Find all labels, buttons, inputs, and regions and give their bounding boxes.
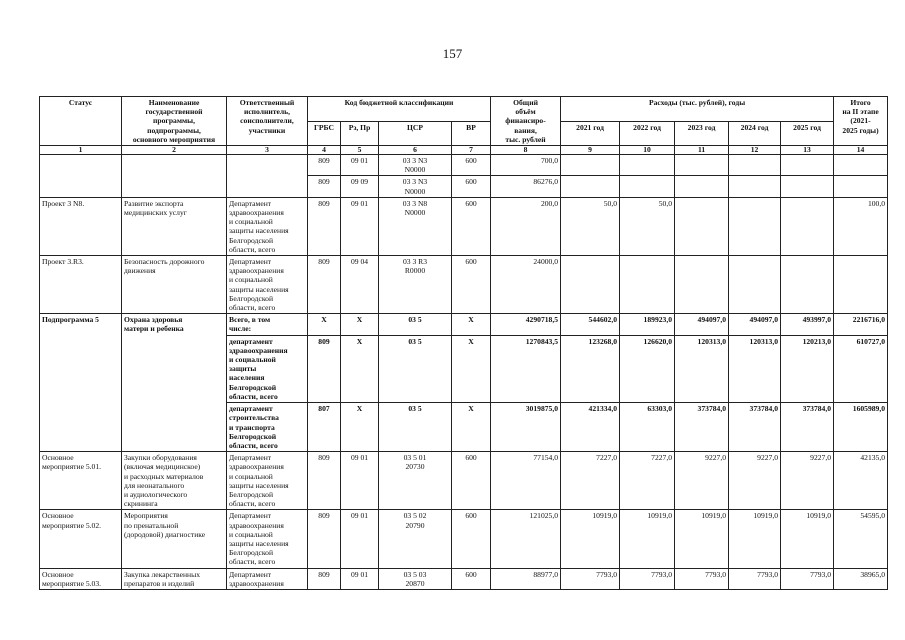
header-grbs: ГРБС bbox=[308, 121, 341, 146]
header-total: Общий объём финансиро- вания, тыс. рублей bbox=[491, 97, 561, 146]
cell-2022 bbox=[620, 176, 675, 197]
column-number: 6 bbox=[379, 146, 452, 155]
cell-rzpr: 09 01 bbox=[341, 452, 379, 510]
table-row bbox=[40, 510, 888, 568]
cell-responsible: Всего, в том числе: bbox=[227, 314, 308, 335]
cell-2022: 7227,0 bbox=[620, 452, 675, 510]
cell-2021: 10919,0 bbox=[561, 510, 620, 568]
cell-vr: 600 bbox=[452, 256, 491, 314]
column-number: 1 bbox=[40, 146, 122, 155]
header-budget-code-group: Код бюджетной классификации bbox=[308, 97, 491, 122]
cell-2023: 494097,0 bbox=[675, 314, 729, 335]
cell-grbs: 809 bbox=[308, 256, 341, 314]
header-2023: 2023 год bbox=[675, 121, 729, 146]
cell-rzpr: 09 04 bbox=[341, 256, 379, 314]
cell-status: Основное мероприятие 5.01. bbox=[40, 452, 122, 510]
cell-grbs: 809 bbox=[308, 510, 341, 568]
cell-total: 1270843,5 bbox=[491, 335, 561, 402]
column-number: 2 bbox=[122, 146, 227, 155]
header-2024: 2024 год bbox=[729, 121, 781, 146]
cell-csr: 03 3 R3 R0000 bbox=[379, 256, 452, 314]
cell-responsible: Департамент здравоохранения и социальной защиты населения Белгородской области, всего bbox=[227, 197, 308, 255]
table-row bbox=[40, 314, 888, 335]
cell-2025: 7793,0 bbox=[781, 568, 834, 589]
cell-2021 bbox=[561, 256, 620, 314]
column-number: 8 bbox=[491, 146, 561, 155]
cell-grbs: 809 bbox=[308, 568, 341, 589]
cell-2024: 373784,0 bbox=[729, 403, 781, 452]
cell-2025 bbox=[781, 256, 834, 314]
cell-rzpr: Х bbox=[341, 314, 379, 335]
cell-2025: 373784,0 bbox=[781, 403, 834, 452]
cell-2022 bbox=[620, 155, 675, 176]
cell-2024: 494097,0 bbox=[729, 314, 781, 335]
cell-rzpr: 09 01 bbox=[341, 510, 379, 568]
cell-2024: 10919,0 bbox=[729, 510, 781, 568]
cell-rzpr: 09 01 bbox=[341, 155, 379, 176]
cell-responsible: департамент строительства и транспорта Белгородской области, всего bbox=[227, 403, 308, 452]
cell-responsible bbox=[227, 155, 308, 198]
cell-2022: 50,0 bbox=[620, 197, 675, 255]
cell-total: 200,0 bbox=[491, 197, 561, 255]
cell-total: 24000,0 bbox=[491, 256, 561, 314]
cell-csr: 03 5 bbox=[379, 314, 452, 335]
cell-2021: 7793,0 bbox=[561, 568, 620, 589]
cell-2023: 120313,0 bbox=[675, 335, 729, 402]
cell-2022: 10919,0 bbox=[620, 510, 675, 568]
cell-rzpr: 09 09 bbox=[341, 176, 379, 197]
cell-sum: 2216716,0 bbox=[834, 314, 888, 335]
header-rzpr: Рз, Пр bbox=[341, 121, 379, 146]
header-2025: 2025 год bbox=[781, 121, 834, 146]
cell-2024 bbox=[729, 155, 781, 176]
cell-2023: 7793,0 bbox=[675, 568, 729, 589]
cell-sum: 1605989,0 bbox=[834, 403, 888, 452]
column-number: 10 bbox=[620, 146, 675, 155]
cell-grbs: 809 bbox=[308, 197, 341, 255]
cell-sum: 54595,0 bbox=[834, 510, 888, 568]
cell-vr: 600 bbox=[452, 176, 491, 197]
cell-2023: 9227,0 bbox=[675, 452, 729, 510]
cell-name bbox=[122, 155, 227, 198]
cell-grbs: 809 bbox=[308, 176, 341, 197]
cell-responsible: Департамент здравоохранения и социальной защиты населения Белгородской области, всего bbox=[227, 256, 308, 314]
cell-2023 bbox=[675, 256, 729, 314]
table-row bbox=[40, 155, 888, 176]
table-row bbox=[40, 197, 888, 255]
cell-2022: 7793,0 bbox=[620, 568, 675, 589]
cell-name: Закупки оборудования (включая медицинское) и расходных материалов для неонатального и аудиологического скрининга bbox=[122, 452, 227, 510]
header-csr: ЦСР bbox=[379, 121, 452, 146]
cell-name: Развитие экспорта медицинских услуг bbox=[122, 197, 227, 255]
cell-status: Основное мероприятие 5.02. bbox=[40, 510, 122, 568]
cell-2021: 7227,0 bbox=[561, 452, 620, 510]
column-number: 11 bbox=[675, 146, 729, 155]
header-status: Статус bbox=[40, 97, 122, 146]
cell-vr: 600 bbox=[452, 452, 491, 510]
cell-csr: 03 3 N8 N0000 bbox=[379, 197, 452, 255]
cell-2025: 10919,0 bbox=[781, 510, 834, 568]
cell-sum bbox=[834, 176, 888, 197]
cell-2023 bbox=[675, 197, 729, 255]
cell-2024: 9227,0 bbox=[729, 452, 781, 510]
cell-2021: 421334,0 bbox=[561, 403, 620, 452]
cell-grbs: 807 bbox=[308, 403, 341, 452]
cell-total: 86276,0 bbox=[491, 176, 561, 197]
cell-grbs: 809 bbox=[308, 335, 341, 402]
cell-vr: Х bbox=[452, 335, 491, 402]
header-2021: 2021 год bbox=[561, 121, 620, 146]
cell-csr: 03 5 03 20870 bbox=[379, 568, 452, 589]
cell-sum: 38965,0 bbox=[834, 568, 888, 589]
header-name: Наименование государственной программы, подпрограммы, основного мероприятия bbox=[122, 97, 227, 146]
cell-2022 bbox=[620, 256, 675, 314]
cell-grbs: 809 bbox=[308, 155, 341, 176]
cell-vr: Х bbox=[452, 403, 491, 452]
header-stage-total: Итого на II этапе (2021- 2025 годы) bbox=[834, 97, 888, 146]
cell-2025: 493997,0 bbox=[781, 314, 834, 335]
column-number: 14 bbox=[834, 146, 888, 155]
column-number: 5 bbox=[341, 146, 379, 155]
cell-2025: 120213,0 bbox=[781, 335, 834, 402]
cell-total: 121025,0 bbox=[491, 510, 561, 568]
cell-2024 bbox=[729, 176, 781, 197]
header-vr: ВР bbox=[452, 121, 491, 146]
cell-2021 bbox=[561, 155, 620, 176]
cell-2021 bbox=[561, 176, 620, 197]
header-2022: 2022 год bbox=[620, 121, 675, 146]
cell-csr: 03 5 bbox=[379, 403, 452, 452]
cell-rzpr: 09 01 bbox=[341, 197, 379, 255]
cell-2024 bbox=[729, 197, 781, 255]
cell-name: Безопасность дорожного движения bbox=[122, 256, 227, 314]
table-row bbox=[40, 256, 888, 314]
table-row bbox=[40, 568, 888, 589]
cell-csr: 03 5 bbox=[379, 335, 452, 402]
cell-name: Охрана здоровья матери и ребенка bbox=[122, 314, 227, 452]
cell-csr: 03 5 01 20730 bbox=[379, 452, 452, 510]
budget-table bbox=[39, 96, 888, 590]
cell-rzpr: Х bbox=[341, 403, 379, 452]
table-row bbox=[40, 452, 888, 510]
cell-rzpr: 09 01 bbox=[341, 568, 379, 589]
cell-status: Проект 3.R3. bbox=[40, 256, 122, 314]
column-number: 13 bbox=[781, 146, 834, 155]
cell-total: 77154,0 bbox=[491, 452, 561, 510]
cell-2023 bbox=[675, 155, 729, 176]
cell-2023: 10919,0 bbox=[675, 510, 729, 568]
cell-name: Мероприятия по пренатальной (дородовой) диагностике bbox=[122, 510, 227, 568]
column-number: 12 bbox=[729, 146, 781, 155]
cell-2022: 189923,0 bbox=[620, 314, 675, 335]
cell-2021: 544602,0 bbox=[561, 314, 620, 335]
cell-2024 bbox=[729, 256, 781, 314]
cell-responsible: Департамент здравоохранения и социальной защиты населения Белгородской области, всего bbox=[227, 510, 308, 568]
column-number: 7 bbox=[452, 146, 491, 155]
cell-2021: 50,0 bbox=[561, 197, 620, 255]
cell-status: Проект 3 N8. bbox=[40, 197, 122, 255]
cell-status bbox=[40, 155, 122, 198]
cell-vr: Х bbox=[452, 314, 491, 335]
cell-2025 bbox=[781, 176, 834, 197]
cell-2024: 120313,0 bbox=[729, 335, 781, 402]
header-expenses-group: Расходы (тыс. рублей), годы bbox=[561, 97, 834, 122]
cell-2025 bbox=[781, 155, 834, 176]
cell-csr: 03 5 02 20790 bbox=[379, 510, 452, 568]
cell-vr: 600 bbox=[452, 568, 491, 589]
cell-status: Подпрограмма 5 bbox=[40, 314, 122, 452]
cell-sum: 42135,0 bbox=[834, 452, 888, 510]
cell-grbs: Х bbox=[308, 314, 341, 335]
column-number: 4 bbox=[308, 146, 341, 155]
cell-grbs: 809 bbox=[308, 452, 341, 510]
cell-total: 700,0 bbox=[491, 155, 561, 176]
cell-2023 bbox=[675, 176, 729, 197]
cell-2023: 373784,0 bbox=[675, 403, 729, 452]
cell-2025: 9227,0 bbox=[781, 452, 834, 510]
cell-total: 4290718,5 bbox=[491, 314, 561, 335]
cell-total: 88977,0 bbox=[491, 568, 561, 589]
header-responsible: Ответственный исполнитель, соисполнители, участники bbox=[227, 97, 308, 146]
cell-vr: 600 bbox=[452, 197, 491, 255]
column-number: 9 bbox=[561, 146, 620, 155]
cell-vr: 600 bbox=[452, 155, 491, 176]
cell-csr: 03 3 N3 N0000 bbox=[379, 176, 452, 197]
cell-2024: 7793,0 bbox=[729, 568, 781, 589]
cell-2022: 126620,0 bbox=[620, 335, 675, 402]
cell-sum bbox=[834, 256, 888, 314]
cell-status: Основное мероприятие 5.03. bbox=[40, 568, 122, 589]
cell-sum bbox=[834, 155, 888, 176]
cell-total: 3019875,0 bbox=[491, 403, 561, 452]
cell-name: Закупка лекарственных препаратов и изделий bbox=[122, 568, 227, 589]
cell-2021: 123268,0 bbox=[561, 335, 620, 402]
cell-sum: 610727,0 bbox=[834, 335, 888, 402]
cell-2022: 63303,0 bbox=[620, 403, 675, 452]
cell-2025 bbox=[781, 197, 834, 255]
cell-responsible: департамент здравоохранения и социальной защиты населения Белгородской области, всего bbox=[227, 335, 308, 402]
cell-csr: 03 3 N3 N0000 bbox=[379, 155, 452, 176]
cell-responsible: Департамент здравоохранения bbox=[227, 568, 308, 589]
cell-vr: 600 bbox=[452, 510, 491, 568]
column-number-row bbox=[40, 146, 888, 155]
cell-rzpr: Х bbox=[341, 335, 379, 402]
page-number: 157 bbox=[442, 46, 463, 61]
column-number: 3 bbox=[227, 146, 308, 155]
cell-responsible: Департамент здравоохранения и социальной защиты населения Белгородской области, всего bbox=[227, 452, 308, 510]
header-row-1 bbox=[40, 97, 888, 122]
cell-sum: 100,0 bbox=[834, 197, 888, 255]
